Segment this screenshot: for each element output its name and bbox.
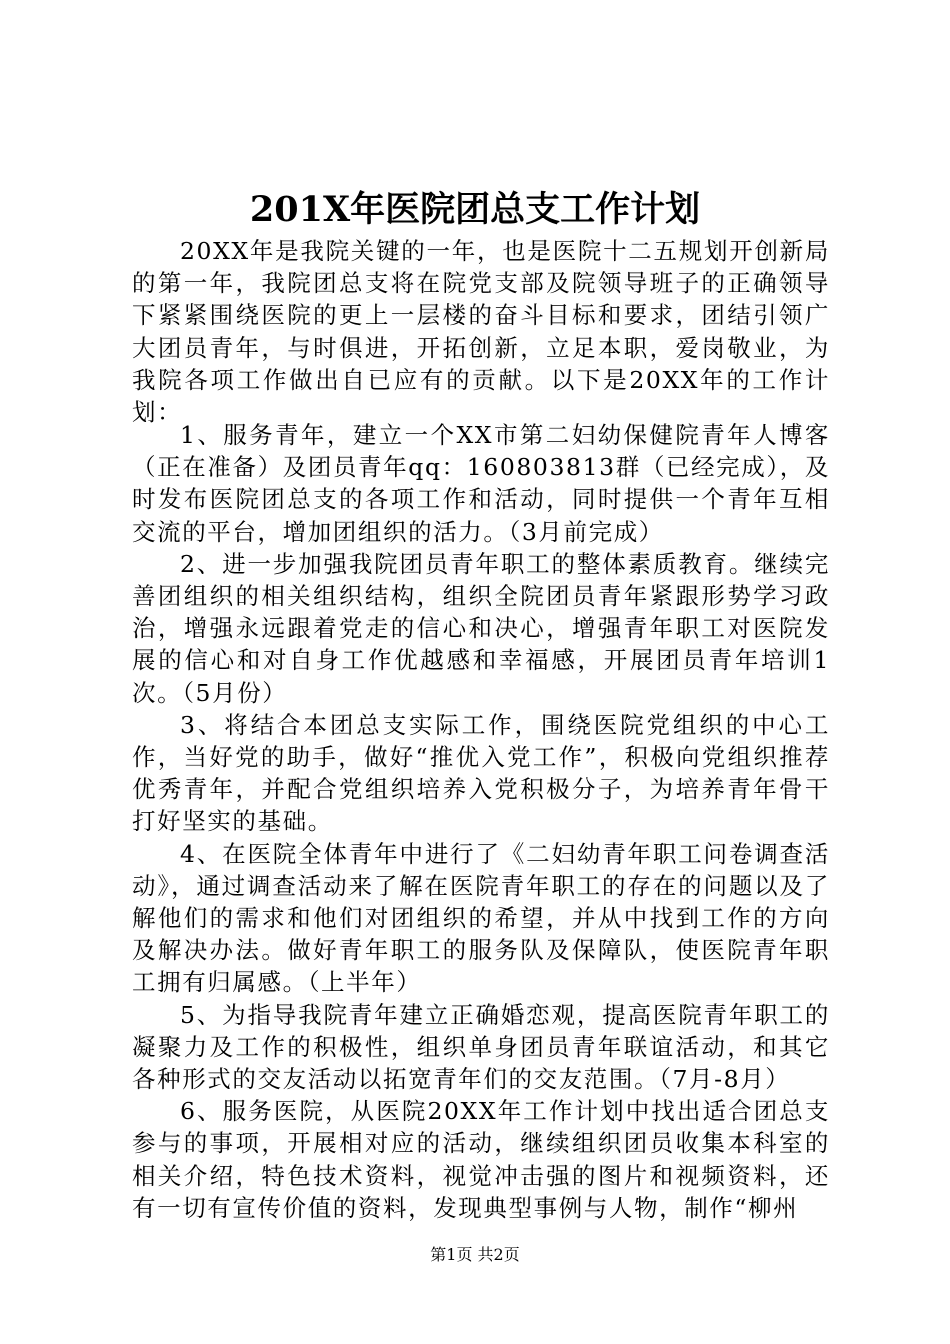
plan-item-1: 1、服务青年，建立一个XX市第二妇幼保健院青年人博客（正在准备）及团员青年qq：160803813群（已经完成），及时发布医院团总支的各项工作和活动，同时提供一个青年互相交流的平台，增加团组织的活力。（3月前完成） [132,421,830,546]
document-title: 201X年医院团总支工作计划 [249,189,701,230]
intro-paragraph: 20XX年是我院关键的一年，也是医院十二五规划开创新局的第一年，我院团总支将在院党支部及院领导班子的正确领导下紧紧围绕医院的更上一层楼的奋斗目标和要求，团结引领广大团员青年，与时俱进，开拓创新，立足本职，爱岗敬业，为我院各项工作做出自已应有的贡献。以下是20XX年的工作计划： [132,237,830,427]
intro-block [132,235,830,428]
plan-item-2: 2、进一步加强我院团员青年职工的整体素质教育。继续完善团组织的相关组织结构，组织全院团员青年紧跟形势学习政治，增强永远跟着党走的信心和决心，增强青年职工对医院发展的信心和对自身工作优越感和幸福感，开展团员青年培训1次。（5月份） [132,549,830,707]
page-number-footer: 第1页 共2页 [430,1245,520,1264]
plan-item-5: 5、为指导我院青年建立正确婚恋观，提高医院青年职工的凝聚力及工作的积极性，组织单身团员青年联谊活动，和其它各种形式的交友活动以拓宽青年们的交友范围。（7月-8月） [132,1000,830,1094]
plan-item-3: 3、将结合本团总支实际工作，围绕医院党组织的中心工作，当好党的助手，做好“推优入党工作”，积极向党组织推荐优秀青年，并配合党组织培养入党积极分子，为培养青年骨干打好坚实的基础。 [132,710,830,836]
plan-item-6: 6、服务医院，从医院20XX年工作计划中找出适合团总支参与的事项，开展相对应的活动，继续组织团员收集本科室的相关介绍，特色技术资料，视觉冲击强的图片和视频资料，还有一切有宣传价值的资料，发现典型事例与人物，制作“柳州 [132,1097,830,1222]
plan-item-4: 4、在医院全体青年中进行了《二妇幼青年职工问卷调查活动》，通过调查活动来了解在医院青年职工的存在的问题以及了解他们的需求和他们对团组织的希望，并从中找到工作的方向及解决办法。做好青年职工的服务队及保障队，使医院青年职工拥有归属感。（上半年） [132,839,830,997]
plan-items [132,419,830,1224]
